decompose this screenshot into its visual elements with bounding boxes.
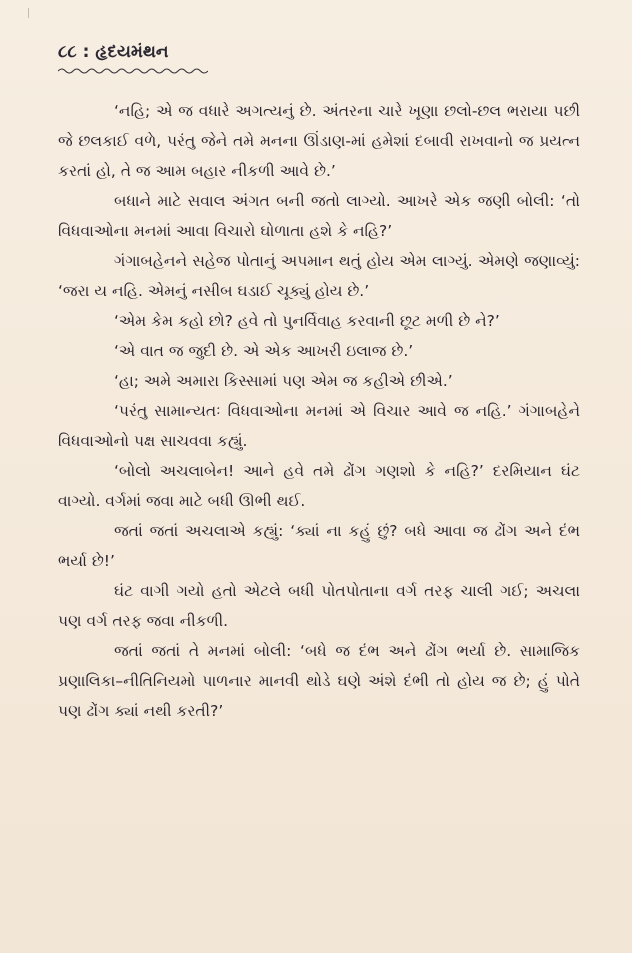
header-wavy-underline xyxy=(58,67,208,75)
paragraph: ‘એમ કેમ કહો છો? હવે તો પુનર્વિવાહ કરવાની છૂટ મળી છે ને?’ xyxy=(114,312,500,330)
chapter-title: હૃદયમંથન xyxy=(95,42,169,62)
header-separator: : xyxy=(82,42,90,62)
paragraph: ‘પરંતુ સામાન્યતઃ વિધવાઓના મનમાં એ વિચાર આવે જ નહિ.’ ગંગાબહેને વિધવાઓનો પક્ષ સાચવવા કહ્યું. xyxy=(58,402,580,450)
running-header xyxy=(58,42,169,62)
paragraph: ‘બોલો અચલાબેન! આને હવે તમે ઢોંગ ગણશો કે નહિ?’ દરમિયાન ઘંટ વાગ્યો. વર્ગમાં જવા માટે બધી ઊભી થઈ. xyxy=(58,462,580,510)
paragraph: ‘એ વાત જ જુદી છે. એ એક આખરી ઇલાજ છે.’ xyxy=(114,342,414,360)
paragraph: ગંગાબહેનને સહેજ પોતાનું અપમાન થતું હોય એમ લાગ્યું. એમણે જણાવ્યું: ‘જરા ય નહિ. એમનું નસીબ ઘડાઈ ચૂક્યું હોય છે.’ xyxy=(58,252,580,300)
paragraph: જતાં જતાં અચલાએ કહ્યું: ‘ક્યાં ના કહું છું? બધે આવા જ ઢોંગ અને દંભ ભર્યા છે!’ xyxy=(58,522,580,570)
page-number: ૮૮ xyxy=(58,42,77,62)
paragraph: ‘હા; અમે અમારા કિસ્સામાં પણ એમ જ કહીએ છીએ.’ xyxy=(114,372,453,390)
paragraph: ઘંટ વાગી ગયો હતો એટલે બધી પોતપોતાના વર્ગ તરફ ચાલી ગઈ; અચલા પણ વર્ગ તરફ જવા નીકળી. xyxy=(58,582,580,630)
page-edge-mark xyxy=(28,8,29,18)
page-body xyxy=(58,96,580,726)
paragraph: બધાને માટે સવાલ અંગત બની જતો લાગ્યો. આખરે એક જણી બોલી: ‘તો વિધવાઓના મનમાં આવા વિચારો ઘોળાતા હશે કે નહિ?’ xyxy=(58,192,580,240)
paragraph: ‘નહિ; એ જ વધારે અગત્યનું છે. અંતરના ચારે ખૂણા છલો-છલ ભરાયા પછી જે છલકાઈ વળે, પરંતુ જેને તમે મનના ઊંડાણ-માં હમેશાં દબાવી રાખવાનો જ પ્રયત્ન કરતાં હો, તે જ આમ બહાર નીકળી આવે છે.’ xyxy=(58,102,580,180)
paragraph: જતાં જતાં તે મનમાં બોલી: ‘બધે જ દંભ અને ઢોંગ ભર્યા છે. સામાજિક પ્રણાલિકા–નીતિનિયમો પાળનાર માનવી થોડે ઘણે અંશે દંભી તો હોય જ છે; હું પોતે પણ ઢોંગ ક્યાં નથી કરતી?’ xyxy=(58,642,580,720)
